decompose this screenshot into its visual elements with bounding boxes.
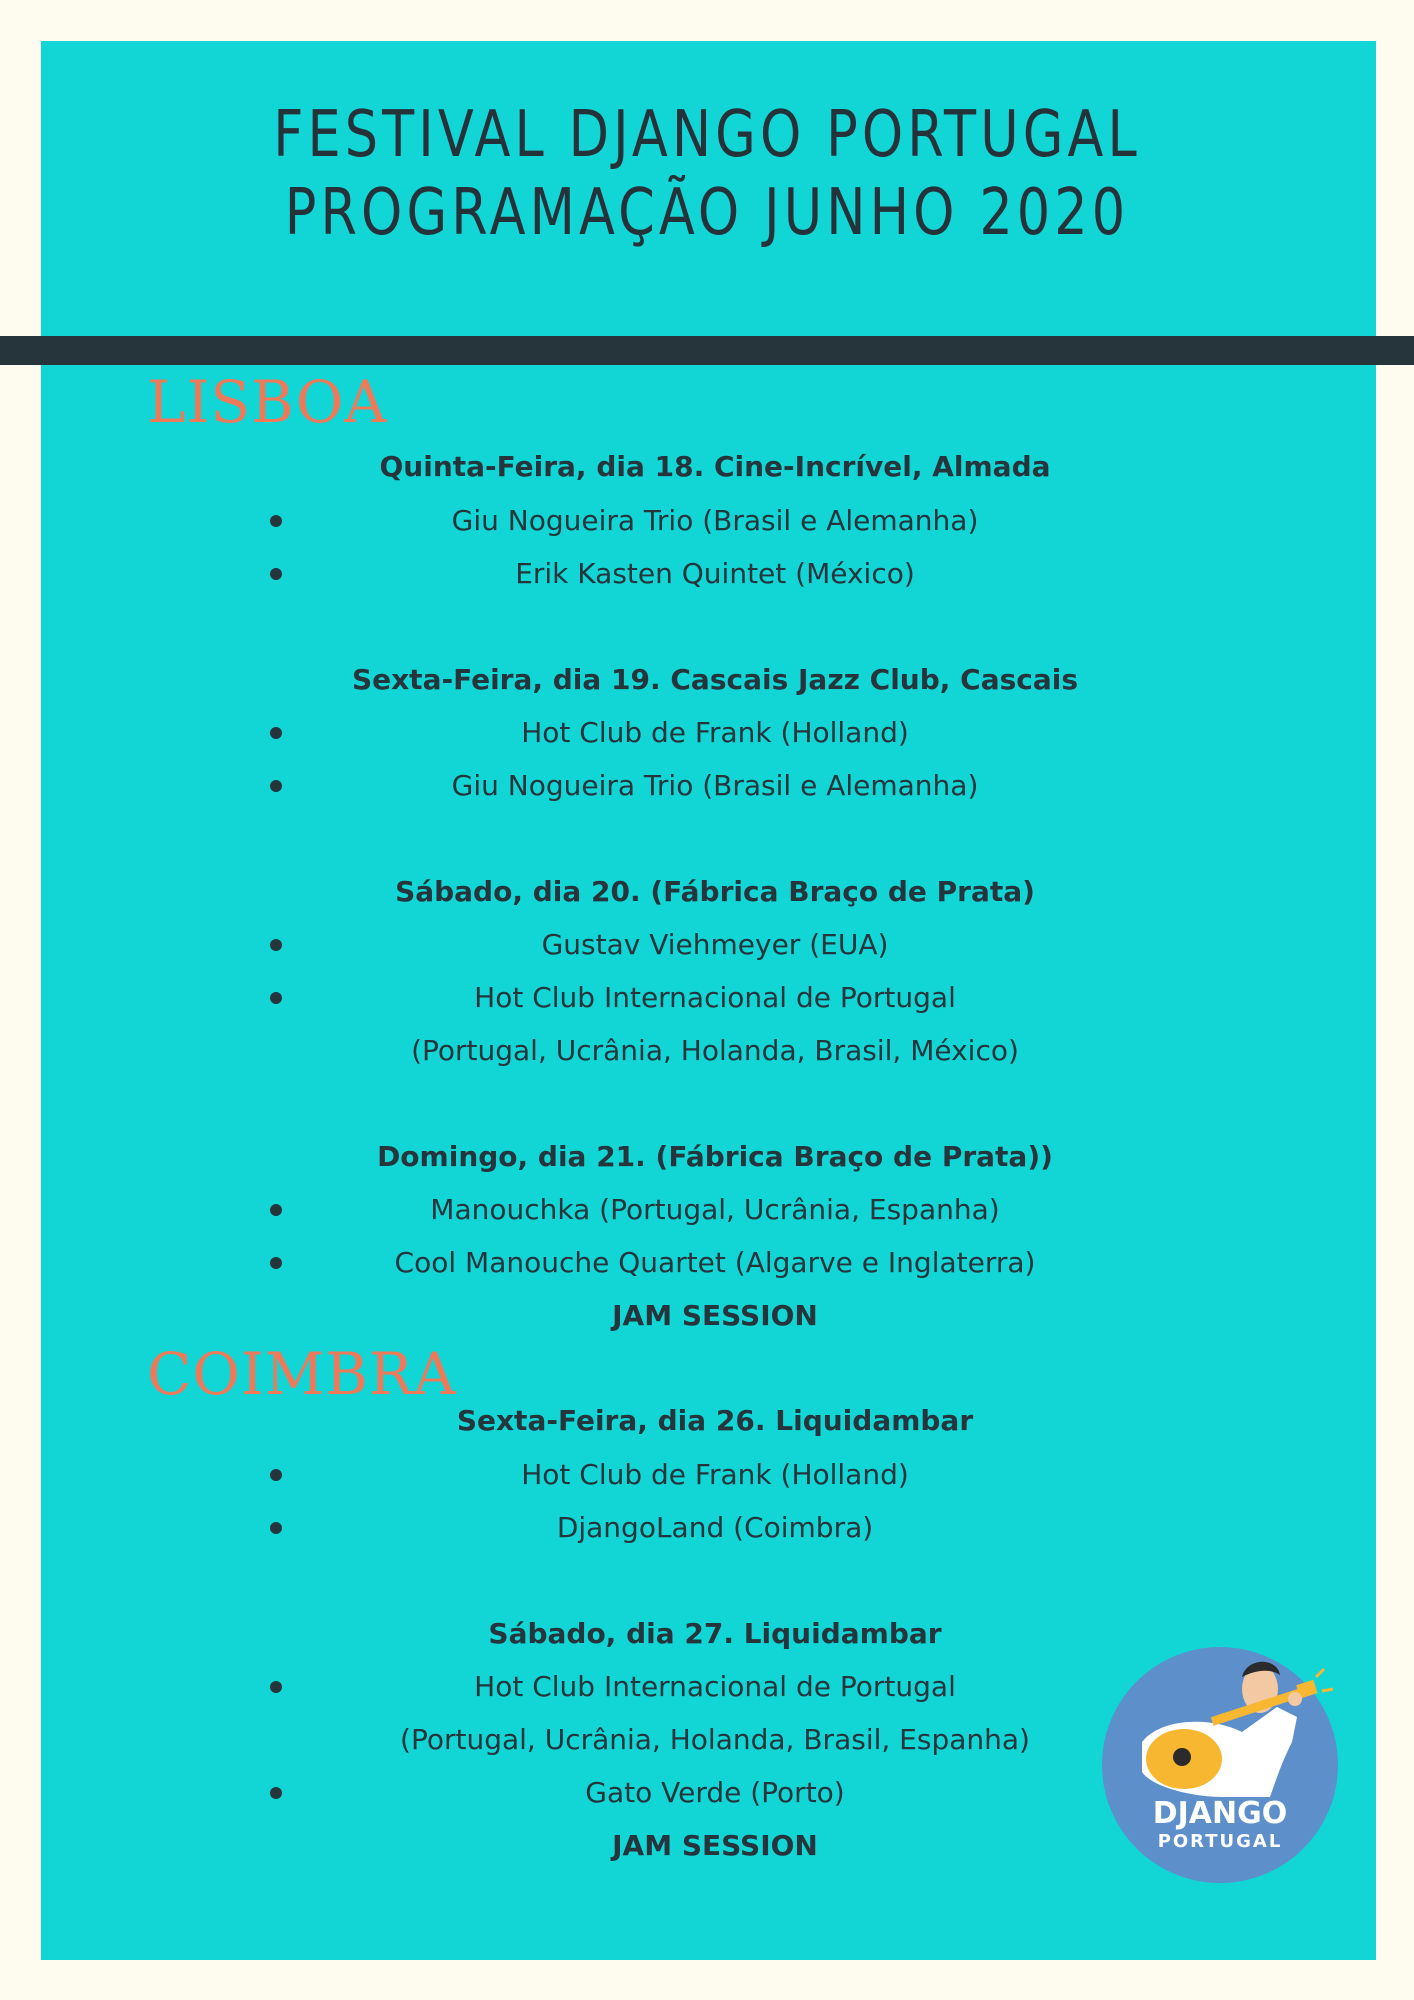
poster-title-line2: PROGRAMAÇÃO JUNHO 2020	[284, 176, 1130, 250]
act-item: Giu Nogueira Trio (Brasil e Alemanha)	[451, 504, 979, 537]
act-item: Hot Club Internacional de Portugal	[474, 1670, 956, 1703]
day-heading: Quinta-Feira, dia 18. Cine-Incrível, Almada	[379, 450, 1051, 483]
act-item: Gustav Viehmeyer (EUA)	[541, 928, 889, 961]
divider-bar	[0, 336, 1414, 365]
day-heading: Domingo, dia 21. (Fábrica Braço de Prata))	[377, 1140, 1053, 1173]
act-item: Manouchka (Portugal, Ucrânia, Espanha)	[430, 1193, 1000, 1226]
act-item: Hot Club de Frank (Holland)	[521, 1458, 909, 1491]
jam-session-label: JAM SESSION	[612, 1829, 818, 1862]
day-heading: Sábado, dia 20. (Fábrica Braço de Prata)	[395, 875, 1035, 908]
city-heading-lisboa: LISBOA	[147, 368, 388, 436]
act-item: DjangoLand (Coimbra)	[556, 1511, 874, 1544]
sparkle-icon	[1322, 1689, 1333, 1691]
day-heading: Sábado, dia 27. Liquidambar	[488, 1617, 942, 1650]
poster-title-line1: FESTIVAL DJANGO PORTUGAL	[273, 98, 1141, 172]
act-item: Hot Club Internacional de Portugal	[474, 981, 956, 1014]
city-heading-coimbra: COIMBRA	[147, 1340, 457, 1408]
act-item: Gato Verde (Porto)	[585, 1776, 845, 1809]
act-item: Erik Kasten Quintet (México)	[515, 557, 915, 590]
act-item: Hot Club de Frank (Holland)	[521, 716, 909, 749]
jam-session-label: JAM SESSION	[612, 1299, 818, 1332]
django-portugal-logo	[1102, 1647, 1338, 1883]
act-item: Cool Manouche Quartet (Algarve e Inglaterra)	[394, 1246, 1036, 1279]
logo-text-django: DJANGO	[1152, 1796, 1288, 1831]
logo-text-portugal: PORTUGAL	[1157, 1831, 1283, 1852]
act-item-continuation: (Portugal, Ucrânia, Holanda, Brasil, México)	[411, 1034, 1019, 1067]
act-item-continuation: (Portugal, Ucrânia, Holanda, Brasil, Espanha)	[400, 1723, 1030, 1756]
day-heading: Sexta-Feira, dia 19. Cascais Jazz Club, Cascais	[351, 663, 1079, 696]
day-heading: Sexta-Feira, dia 26. Liquidambar	[456, 1404, 974, 1437]
sparkle-icon	[1316, 1669, 1324, 1677]
act-item: Giu Nogueira Trio (Brasil e Alemanha)	[451, 769, 979, 802]
guitar-soundhole-icon	[1173, 1748, 1191, 1766]
figure-hand-icon	[1288, 1692, 1302, 1706]
